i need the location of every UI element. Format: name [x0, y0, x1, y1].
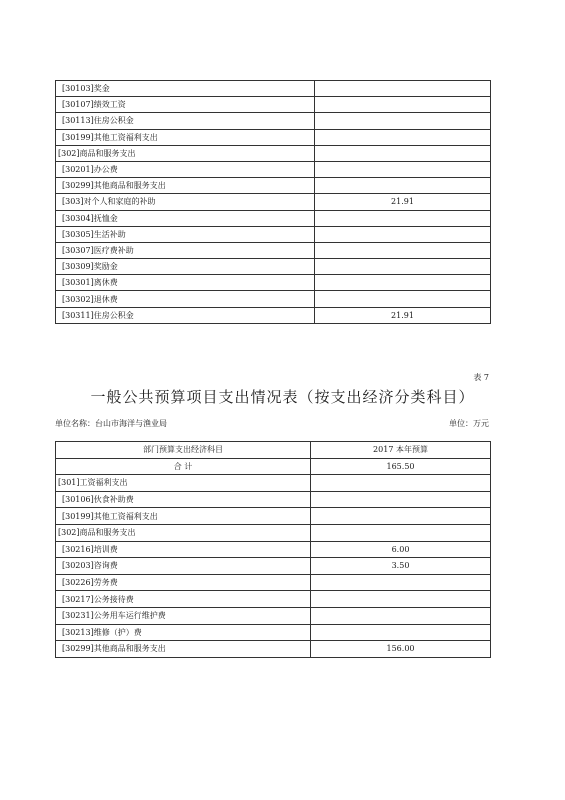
table-row [56, 574, 491, 591]
column-header: 部门预算支出经济科目 [56, 442, 311, 459]
page-title: 一般公共预算项目支出情况表（按支出经济分类科目） [90, 388, 475, 406]
item-cell: [30216]培训费 [56, 541, 311, 558]
value-cell [315, 81, 491, 97]
table-header-row [56, 442, 491, 459]
value-cell: 3.50 [311, 558, 491, 575]
unit-currency-label: 单位：万元 [449, 419, 489, 428]
item-cell: [30304]抚恤金 [56, 210, 315, 226]
value-cell: 156.00 [311, 641, 491, 658]
value-cell [311, 591, 491, 608]
table-row [56, 541, 491, 558]
item-cell: [30106]伙食补助费 [56, 491, 311, 508]
value-cell: 21.91 [315, 194, 491, 210]
value-cell [315, 178, 491, 194]
table-row [56, 210, 491, 226]
item-cell: [30299]其他商品和服务支出 [56, 641, 311, 658]
value-cell [315, 113, 491, 129]
total-value: 165.50 [311, 458, 491, 475]
item-cell: [30299]其他商品和服务支出 [56, 178, 315, 194]
item-cell: [30217]公务接待费 [56, 591, 311, 608]
value-cell [315, 161, 491, 177]
table-row [56, 194, 491, 210]
table-row [56, 145, 491, 161]
table-row [56, 259, 491, 275]
value-cell [311, 475, 491, 492]
value-cell: 6.00 [311, 541, 491, 558]
item-cell: [302]商品和服务支出 [56, 145, 315, 161]
table-row [56, 275, 491, 291]
item-cell: [301]工资福利支出 [56, 475, 311, 492]
table-row [56, 226, 491, 242]
item-cell: [30311]住房公积金 [56, 307, 315, 323]
table-row [56, 291, 491, 307]
value-cell [315, 129, 491, 145]
value-cell [311, 491, 491, 508]
value-cell [315, 210, 491, 226]
value-cell [311, 574, 491, 591]
project-expenditure-table [55, 441, 491, 658]
value-cell [315, 275, 491, 291]
item-cell: [30103]奖金 [56, 81, 315, 97]
item-cell: [30301]离休费 [56, 275, 315, 291]
column-header: 2017 本年预算 [311, 442, 491, 459]
value-cell [315, 291, 491, 307]
item-cell: [30307]医疗费补助 [56, 242, 315, 258]
table-row [56, 307, 491, 323]
item-cell: [30199]其他工资福利支出 [56, 129, 315, 145]
item-cell: [302]商品和服务支出 [56, 524, 311, 541]
item-cell: [303]对个人和家庭的补助 [56, 194, 315, 210]
table-row [56, 242, 491, 258]
table-row [56, 607, 491, 624]
table-row [56, 491, 491, 508]
value-cell [315, 145, 491, 161]
value-cell [315, 97, 491, 113]
value-cell [315, 226, 491, 242]
item-cell: [30113]住房公积金 [56, 113, 315, 129]
table-row [56, 591, 491, 608]
table-row [56, 558, 491, 575]
total-label: 合 计 [56, 458, 311, 475]
item-cell: [30309]奖励金 [56, 259, 315, 275]
value-cell [311, 624, 491, 641]
value-cell [311, 508, 491, 525]
table-number: 表 7 [473, 373, 489, 382]
table-row [56, 508, 491, 525]
continued-expenditure-table [55, 80, 491, 324]
item-cell: [30226]劳务费 [56, 574, 311, 591]
table-row [56, 81, 491, 97]
table-row [56, 161, 491, 177]
item-cell: [30199]其他工资福利支出 [56, 508, 311, 525]
table-row [56, 475, 491, 492]
table-row [56, 129, 491, 145]
total-row [56, 458, 491, 475]
value-cell: 21.91 [315, 307, 491, 323]
value-cell [315, 242, 491, 258]
item-cell: [30213]维修（护）费 [56, 624, 311, 641]
item-cell: [30203]咨询费 [56, 558, 311, 575]
value-cell [315, 259, 491, 275]
item-cell: [30201]办公费 [56, 161, 315, 177]
value-cell [311, 607, 491, 624]
unit-name-label: 单位名称：台山市海洋与渔业局 [55, 419, 167, 428]
value-cell [311, 524, 491, 541]
table-row [56, 624, 491, 641]
item-cell: [30107]绩效工资 [56, 97, 315, 113]
table-row [56, 97, 491, 113]
table-row [56, 524, 491, 541]
item-cell: [30305]生活补助 [56, 226, 315, 242]
table-row [56, 641, 491, 658]
item-cell: [30231]公务用车运行维护费 [56, 607, 311, 624]
item-cell: [30302]退休费 [56, 291, 315, 307]
table-row [56, 113, 491, 129]
table-row [56, 178, 491, 194]
